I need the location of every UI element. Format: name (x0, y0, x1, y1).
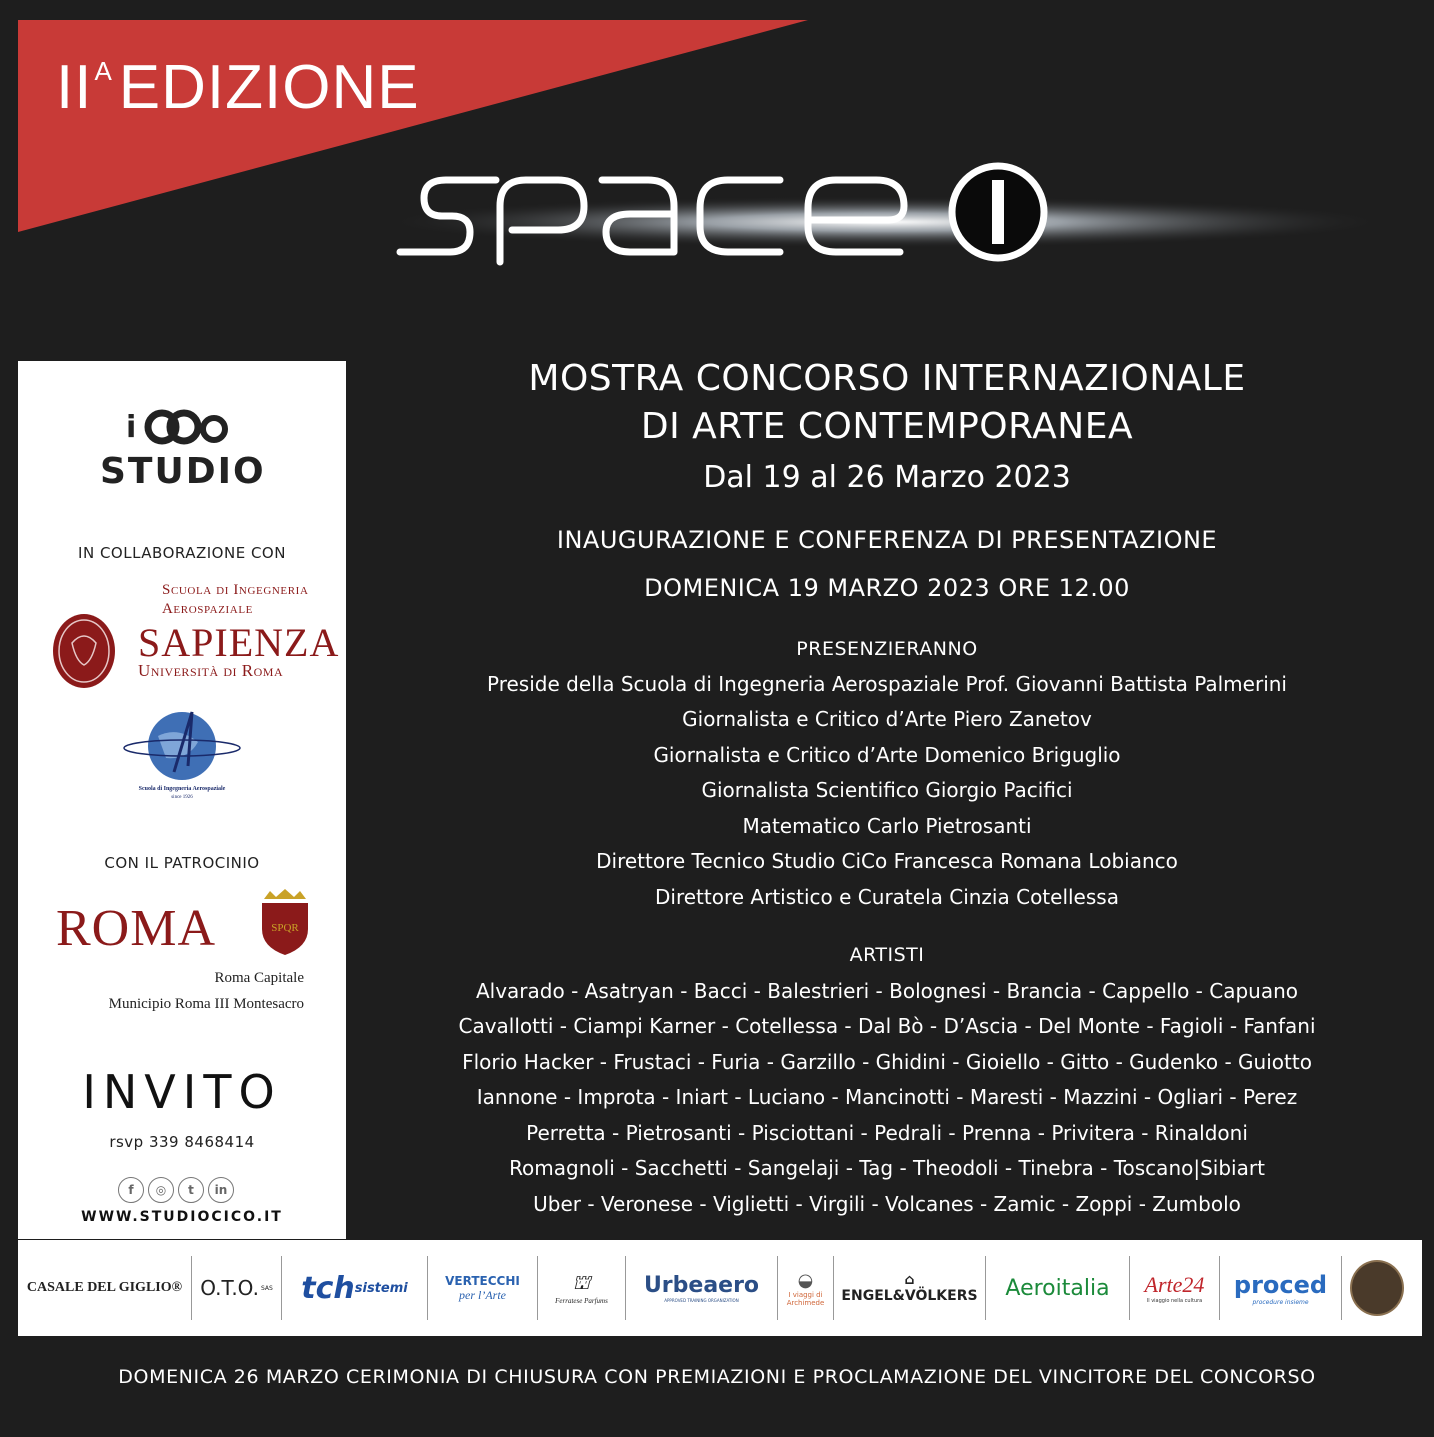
twitter-icon[interactable]: t (178, 1177, 204, 1203)
presenter: Direttore Artistico e Curatela Cinzia Cotellessa (655, 885, 1119, 909)
sapienza-name: SAPIENZA (138, 620, 340, 665)
social-links (118, 1177, 234, 1203)
presenter: Direttore Tecnico Studio CiCo Francesca Romana Lobianco (596, 849, 1178, 873)
roma-capitale: Roma Capitale (214, 970, 304, 986)
artists-line: Romagnoli - Sacchetti - Sangelaji - Tag - Theodoli - Tinebra - Toscano|Sibiart (509, 1156, 1265, 1180)
closing-ceremony-note: DOMENICA 26 MARZO CERIMONIA DI CHIUSURA CON PREMIAZIONI E PROCLAMAZIONE DEL VINCITORE DEL CONCORSO (118, 1366, 1316, 1388)
artists-line: Uber - Veronese - Viglietti - Virgili - Volcanes - Zamic - Zoppi - Zumbolo (533, 1192, 1241, 1216)
sponsors-bar (18, 1240, 1422, 1336)
sponsor-urbeaero: Urbeaero APPROVED TRAINING ORGANIZATION (626, 1256, 778, 1320)
sponsor-proced: proced procedure insieme (1220, 1256, 1342, 1320)
roma-crest-icon (258, 889, 312, 955)
sponsor-casale-del-giglio: CASALE DEL GIGLIO® (18, 1256, 192, 1320)
sponsor-engel-volkers: ⌂ ENGEL&VÖLKERS (834, 1256, 986, 1320)
presenter: Matematico Carlo Pietrosanti (742, 814, 1032, 838)
scuola-line-2: Aerospaziale (162, 601, 253, 617)
instagram-icon[interactable]: ◎ (148, 1177, 174, 1203)
artists-line: Cavallotti - Ciampi Karner - Cotellessa - Dal Bò - D’Ascia - Del Monte - Fagioli - Fanfani (458, 1014, 1316, 1038)
collaboration-label: IN COLLABORAZIONE CON (78, 544, 286, 562)
facebook-icon[interactable]: f (118, 1177, 144, 1203)
event-dates: Dal 19 al 26 Marzo 2023 (703, 460, 1071, 495)
sponsor-ferratese: ⛫ Ferratese Parfums (538, 1256, 626, 1320)
linkedin-icon[interactable]: in (208, 1177, 234, 1203)
artists-line: Iannone - Improta - Iniart - Luciano - Mancinotti - Maresti - Mazzini - Ogliari - Perez (476, 1085, 1298, 1109)
sponsor-viaggi-archimede: ◒ I viaggi di Archimede (778, 1256, 834, 1320)
artists-heading: ARTISTI (849, 944, 925, 966)
website-link[interactable]: WWW.STUDIOCICO.IT (81, 1209, 283, 1225)
scuola-line-1: Scuola di Ingegneria (162, 582, 309, 598)
sponsor-arte24: Arte24 Il viaggio nella cultura (1130, 1256, 1220, 1320)
patronage-label: CON IL PATROCINIO (104, 854, 260, 872)
presenters-heading: PRESENZIERANNO (796, 638, 978, 660)
inauguration-date: DOMENICA 19 MARZO 2023 ORE 12.00 (644, 574, 1130, 602)
sia-globe-logo (118, 706, 246, 806)
presenter: Giornalista e Critico d’Arte Piero Zanetov (682, 707, 1092, 731)
sponsor-round-seal (1342, 1256, 1412, 1320)
sapienza-seal-icon (52, 613, 116, 689)
sponsor-vertecchi: VERTECCHI per l’Arte (428, 1256, 538, 1320)
studio-word: STUDIO (100, 451, 266, 492)
roma-name: ROMA (56, 900, 217, 957)
title-line-1: MOSTRA CONCORSO INTERNAZIONALE (528, 358, 1246, 399)
round-seal-icon (1350, 1260, 1404, 1316)
sapienza-subtitle: Università di Roma (138, 661, 284, 680)
presenter: Giornalista e Critico d’Arte Domenico Briguglio (653, 743, 1121, 767)
presenter: Preside della Scuola di Ingegneria Aerospaziale Prof. Giovanni Battista Palmerini (487, 672, 1287, 696)
edition-label: $II^AEDIZIONE$ (56, 53, 420, 122)
presenter: Giornalista Scientifico Giorgio Pacifici (701, 778, 1073, 802)
municipio: Municipio Roma III Montesacro (108, 996, 304, 1012)
svg-text:since 1926: since 1926 (171, 795, 193, 800)
svg-text:i: i (126, 410, 137, 445)
inauguration-title: INAUGURAZIONE E CONFERENZA DI PRESENTAZIONE (556, 526, 1218, 554)
title-line-2: DI ARTE CONTEMPORANEA (640, 406, 1134, 447)
artists-line: Alvarado - Asatryan - Bacci - Balestrieri - Bolognesi - Brancia - Cappello - Capuano (475, 979, 1299, 1003)
cico-studio-logo (100, 389, 288, 492)
sidebar-panel (18, 361, 346, 1239)
svg-text:Scuola di Ingegneria Aerospazi: Scuola di Ingegneria Aerospaziale (138, 786, 226, 792)
sponsor-oto: O.T.O. SAS (192, 1256, 282, 1320)
artists-line: Florio Hacker - Frustaci - Furia - Garzillo - Ghidini - Gioiello - Gitto - Gudenko - Guiotto (462, 1050, 1312, 1074)
sponsor-tch-sistemi: tch sistemi (282, 1256, 428, 1320)
invito-label: INVITO (82, 1065, 282, 1119)
rsvp-phone: rsvp 339 8468414 (109, 1133, 255, 1151)
sponsor-aeroitalia: Aeroitalia (986, 1256, 1130, 1320)
svg-text:SPQR: SPQR (271, 922, 299, 934)
artists-line: Perretta - Pietrosanti - Pisciottani - Pedrali - Prenna - Privitera - Rinaldoni (526, 1121, 1248, 1145)
space-logo (380, 150, 1390, 280)
